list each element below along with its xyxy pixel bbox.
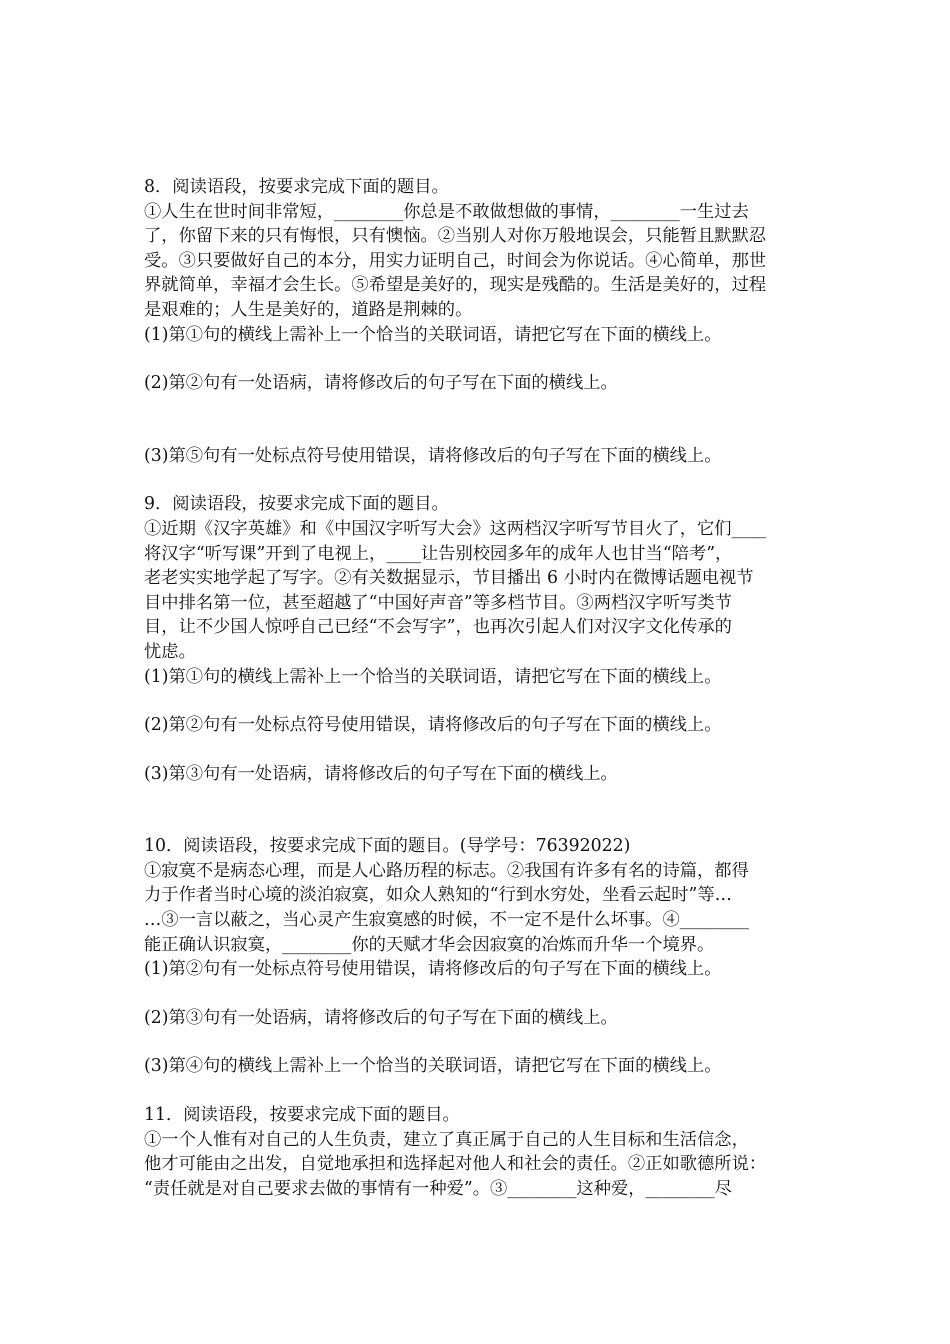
answer-space <box>144 468 814 492</box>
q8-passage-line: ①人生在世时间非常短，________你总是不敢做想做的事情，________一生过去 <box>144 201 749 222</box>
q8-passage-line: 受。③只要做好自己的本分，用实力证明自己，时间会为你说话。④心简单，那世 <box>144 250 767 271</box>
q8-heading: 8．阅读语段，按要求完成下面的题目。 <box>144 177 449 197</box>
q9-passage-line: 将汉字“听写课”开到了电视上，____让告别校园多年的成年人也甘当“陪考”， <box>144 543 733 564</box>
answer-space <box>144 786 814 834</box>
answer-space <box>144 689 814 713</box>
worksheet-page <box>144 175 814 1201</box>
answer-space <box>144 396 814 444</box>
q10-passage-line: …③一言以蔽之，当心灵产生寂寞感的时候，不一定不是什么坏事。④________ <box>144 910 749 931</box>
q9-passage-line: 目中排名第一位，甚至超越了“中国好声音”等多档节目。③两档汉字听写类节 <box>144 592 732 613</box>
answer-space <box>144 1079 814 1103</box>
answer-space <box>144 1030 814 1054</box>
answer-space <box>144 982 814 1006</box>
q8-sub2: (2)第②句有一处语病，请将修改后的句子写在下面的横线上。 <box>144 373 618 394</box>
q9-passage-line: 老老实实地学起了写字。②有关数据显示，节目播出 6 小时内在微博话题电视节 <box>144 568 754 589</box>
q9-sub3: (3)第③句有一处语病，请将修改后的句子写在下面的横线上。 <box>144 763 618 784</box>
q10-passage-line: 能正确认识寂寞，________你的天赋才华会因寂寞的冶炼而升华一个境界。 <box>144 934 715 955</box>
answer-space <box>144 738 814 762</box>
q11-passage-line: ①一个人惟有对自己的人生负责，建立了真正属于自己的人生目标和生活信念， <box>144 1129 749 1150</box>
answer-space <box>144 347 814 371</box>
q8-sub3: (3)第⑤句有一处标点符号使用错误，请将修改后的句子写在下面的横线上。 <box>144 445 722 466</box>
q11-heading: 11．阅读语段，按要求完成下面的题目。 <box>144 1105 460 1126</box>
q8-passage-line: 了，你留下来的只有悔恨，只有懊恼。②当别人对你万般地误会，只能暂且默默忍 <box>144 226 767 247</box>
q9-passage-line: ①近期《汉字英雄》和《中国汉字听写大会》这两档汉字听写节目火了，它们____ <box>144 518 767 539</box>
q9-sub2: (2)第②句有一处标点符号使用错误，请将修改后的句子写在下面的横线上。 <box>144 715 722 736</box>
q8-passage-line: 是艰难的；人生是美好的，道路是荆棘的。 <box>144 299 473 320</box>
q9-heading: 9．阅读语段，按要求完成下面的题目。 <box>144 494 449 515</box>
q8-sub1: (1)第①句的横线上需补上一个恰当的关联词语，请把它写在下面的横线上。 <box>144 324 722 345</box>
q9-sub1: (1)第①句的横线上需补上一个恰当的关联词语，请把它写在下面的横线上。 <box>144 666 722 687</box>
q10-sub3: (3)第④句的横线上需补上一个恰当的关联词语，请把它写在下面的横线上。 <box>144 1056 722 1077</box>
q10-passage-line: ①寂寞不是病态心理，而是人心路历程的标志。②我国有许多有名的诗篇，都得 <box>144 860 749 881</box>
q11-passage-line: 他才可能由之出发，自觉地承担和选择起对他人和社会的责任。②正如歌德所说： <box>144 1154 767 1175</box>
q10-passage-line: 力于作者当时心境的淡泊寂寞，如众人熟知的“行到水穷处，坐看云起时”等… <box>144 885 732 906</box>
q8-passage-line: 界就简单，幸福才会生长。⑤希望是美好的，现实是残酷的。生活是美好的，过程 <box>144 275 767 296</box>
q10-sub1: (1)第②句有一处标点符号使用错误，请将修改后的句子写在下面的横线上。 <box>144 959 722 980</box>
q11-passage-line: “责任就是对自己要求去做的事情有一种爱”。③________这种爱，________尽 <box>144 1178 732 1199</box>
q10-heading: 10．阅读语段，按要求完成下面的题目。(导学号：76392022) <box>144 836 631 857</box>
q9-passage-line: 忧虑。 <box>144 641 196 662</box>
q9-passage-line: 目，让不少国人惊呼自己已经“不会写字”，也再次引起人们对汉字文化传承的 <box>144 617 732 638</box>
q10-sub2: (2)第③句有一处语病，请将修改后的句子写在下面的横线上。 <box>144 1007 618 1028</box>
